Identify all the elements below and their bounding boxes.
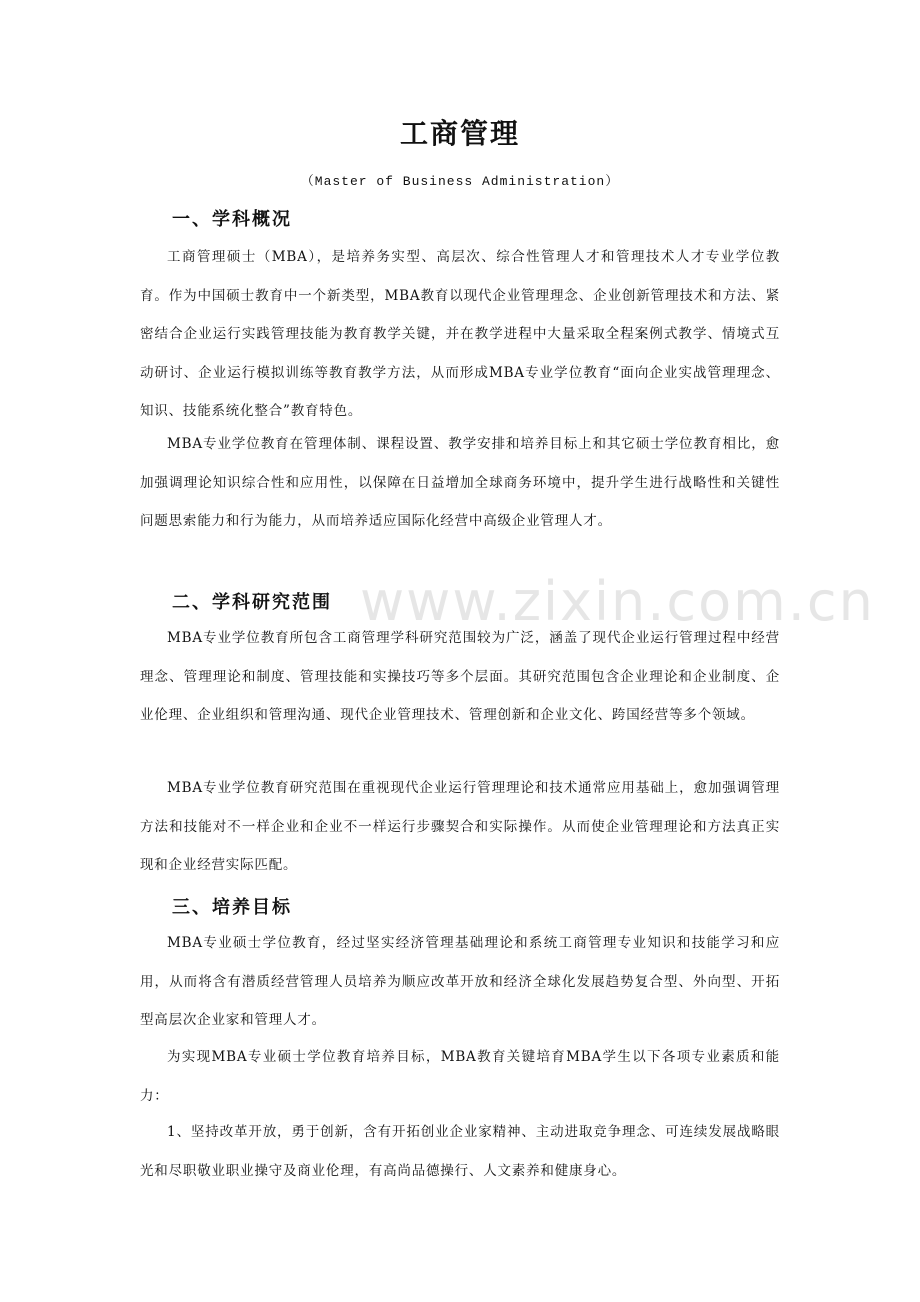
section-heading-overview: 一、学科概况: [172, 209, 292, 230]
paragraph: MBA专业硕士学位教育，经过坚实经济管理基础理论和系统工商管理专业知识和技能学习和应用，从而将含有潜质经营管理人员培养为顺应改革开放和经济全球化发展趋势复合型、外向型、开拓型高层次企业家和管理人才。: [140, 935, 780, 1029]
page-title: 工商管理: [399, 117, 520, 150]
section-heading-research-scope: 二、学科研究范围: [172, 592, 332, 613]
page-subtitle: （Master of Business Administration）: [300, 174, 620, 189]
watermark: www.zixin.com.cn: [360, 570, 875, 633]
section-heading-training-goals: 三、培养目标: [172, 897, 292, 918]
paragraph: MBA专业学位教育研究范围在重视现代企业运行管理理论和技术通常应用基础上，愈加强调管理方法和技能对不一样企业和企业不一样运行步骤契合和实际操作。从而使企业管理理论和方法真正实现和企业经营实际匹配。: [140, 780, 780, 874]
paragraph: 工商管理硕士（MBA），是培养务实型、高层次、综合性管理人才和管理技术人才专业学位教育。作为中国硕士教育中一个新类型，MBA教育以现代企业管理理念、企业创新管理技术和方法、紧密结合企业运行实践管理技能为教育教学关键，并在教学进程中大量采取全程案例式教学、情境式互动研讨、企业运行模拟训练等教育教学方法，从而形成MBA专业学位教育“面向企业实战管理理念、知识、技能系统化整合”教育特色。: [140, 249, 780, 420]
paragraph: 为实现MBA专业硕士学位教育培养目标，MBA教育关键培育MBA学生以下各项专业素质和能力：: [140, 1049, 780, 1104]
paragraph: MBA专业学位教育在管理体制、课程设置、教学安排和培养目标上和其它硕士学位教育相比，愈加强调理论知识综合性和应用性，以保障在日益增加全球商务环境中，提升学生进行战略性和关键性问题思索能力和行为能力，从而培养适应国际化经营中高级企业管理人才。: [140, 436, 780, 530]
paragraph: MBA专业学位教育所包含工商管理学科研究范围较为广泛，涵盖了现代企业运行管理过程中经营理念、管理理论和制度、管理技能和实操技巧等多个层面。其研究范围包含企业理论和企业制度、企业伦理、企业组织和管理沟通、现代企业管理技术、管理创新和企业文化、跨国经营等多个领域。: [140, 630, 780, 724]
paragraph: 1、坚持改革开放，勇于创新，含有开拓创业企业家精神、主动进取竞争理念、可连续发展战略眼光和尽职敬业职业操守及商业伦理，有高尚品德操行、人文素养和健康身心。: [140, 1124, 780, 1179]
